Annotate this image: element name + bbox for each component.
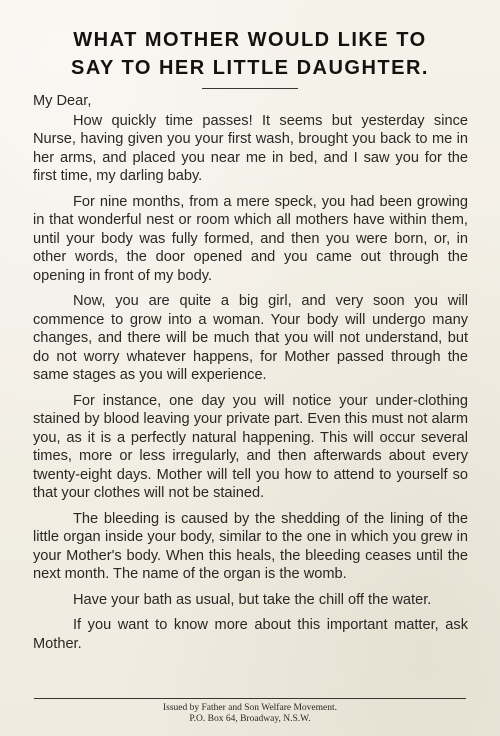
page-title xyxy=(0,26,500,82)
paragraph-7: If you want to know more about this important matter, ask Mother. xyxy=(33,617,468,652)
letter-body xyxy=(33,92,468,653)
footer-issuer: Issued by Father and Son Welfare Movement. xyxy=(163,703,337,713)
title-divider xyxy=(202,88,298,89)
footer-address: P.O. Box 64, Broadway, N.S.W. xyxy=(189,714,311,724)
paragraph-3: Now, you are quite a big girl, and very soon you will commence to grow into a woman. Your body will undergo many changes, and there will be much that you will not understand, but do not worry whatever happens, for Mother passed through the same stages as you will experience. xyxy=(33,293,468,383)
title-line-1: WHAT MOTHER WOULD LIKE TO xyxy=(73,29,427,51)
paragraph-2: For nine months, from a mere speck, you had been growing in that wonderful nest or room which all mothers have within them, until your body was fully formed, and then you were born, or, in other words, the door opened and you came out through the opening in front of my body. xyxy=(33,193,468,284)
paragraph-1: How quickly time passes! It seems but yesterday since Nurse, having given you your first wash, brought you back to me in her arms, and placed you near me in bed, and I saw you for the first time, my darling baby. xyxy=(33,112,468,184)
footer-divider xyxy=(34,698,466,699)
paragraph-6: Have your bath as usual, but take the chill off the water. xyxy=(73,591,432,608)
paragraph-5: The bleeding is caused by the shedding of the lining of the little organ inside your body, similar to the one in which you grew in your Mother's body. When this heals, the bleeding ceases until the next month. The name of the organ is the womb. xyxy=(33,510,468,582)
salutation: My Dear, xyxy=(33,93,92,109)
title-line-2: SAY TO HER LITTLE DAUGHTER. xyxy=(71,57,429,79)
paragraph-4: For instance, one day you will notice your under-clothing stained by blood leaving your private part. Even this must not alarm you, as it is a perfectly natural happening. This will occur several times, more or less irregularly, and then afterwards about every twenty-eight days. Mother will tell you how to attend to yourself so that your clothes will not be stained. xyxy=(33,392,468,501)
publisher-footer xyxy=(0,703,500,725)
